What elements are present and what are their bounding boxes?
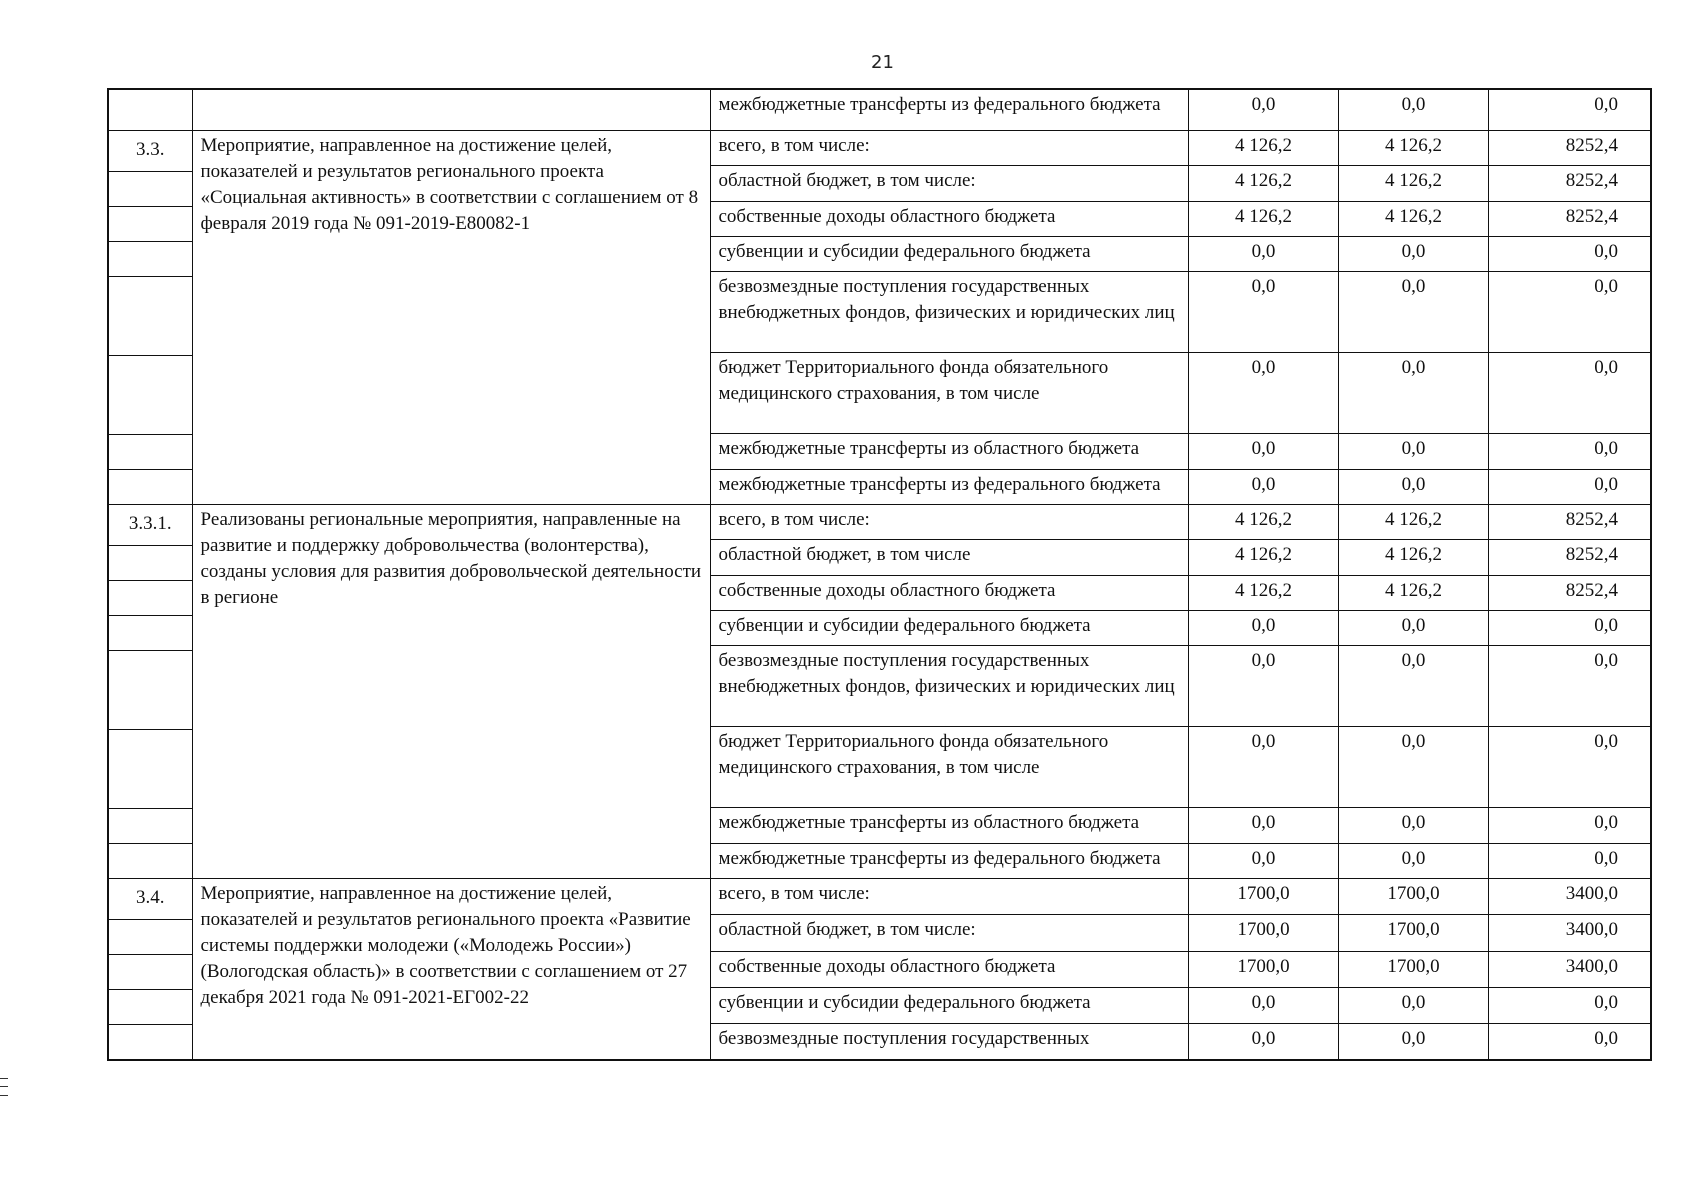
amount-3: 0,0 — [1488, 434, 1651, 469]
funding-source-label: безвозмездные поступления государственных внебюджетных фондов, физических и юридических лиц — [710, 272, 1188, 353]
row-description — [192, 89, 710, 131]
code-segment — [109, 844, 192, 878]
row-description: Мероприятие, направленное на достижение целей, показателей и результатов регионального проекта «Развитие системы поддержки молодежи («Молодежь России») (Вологодская область)» в соответствии с соглашением от 27 декабря 2021 года № 091-2021-ЕГ002-22 — [192, 879, 710, 1061]
funding-source-label: областной бюджет, в том числе: — [710, 915, 1188, 951]
amount-1: 0,0 — [1188, 1024, 1338, 1060]
funding-source-label: безвозмездные поступления государственных внебюджетных фондов, физических и юридических лиц — [710, 646, 1188, 727]
amount-3: 0,0 — [1488, 610, 1651, 645]
funding-source-label: субвенции и субсидии федерального бюджета — [710, 987, 1188, 1023]
funding-source-label: собственные доходы областного бюджета — [710, 201, 1188, 236]
row-code: 3.3.1. — [109, 505, 192, 546]
code-segment — [109, 616, 192, 651]
code-segment — [109, 955, 192, 990]
amount-2: 0,0 — [1338, 353, 1488, 434]
amount-3: 0,0 — [1488, 987, 1651, 1023]
row-code — [109, 90, 192, 130]
funding-source-label: межбюджетные трансферты из федерального бюджета — [710, 843, 1188, 878]
amount-3: 3400,0 — [1488, 915, 1651, 951]
amount-2: 4 126,2 — [1338, 505, 1488, 540]
amount-1: 0,0 — [1188, 353, 1338, 434]
amount-1: 1700,0 — [1188, 951, 1338, 987]
amount-1: 0,0 — [1188, 469, 1338, 504]
amount-3: 8252,4 — [1488, 131, 1651, 166]
code-segment — [109, 242, 192, 277]
code-segment — [109, 730, 192, 809]
budget-table — [107, 88, 1652, 1061]
amount-2: 4 126,2 — [1338, 166, 1488, 201]
funding-source-label: межбюджетные трансферты из областного бюджета — [710, 434, 1188, 469]
code-segment — [109, 546, 192, 581]
amount-1: 0,0 — [1188, 808, 1338, 843]
row-code-cell — [108, 131, 192, 505]
code-segment — [109, 172, 192, 207]
row-code: 3.3. — [109, 131, 192, 172]
amount-2: 0,0 — [1338, 272, 1488, 353]
amount-3: 8252,4 — [1488, 201, 1651, 236]
amount-1: 0,0 — [1188, 434, 1338, 469]
code-segment — [109, 651, 192, 730]
amount-3: 0,0 — [1488, 727, 1651, 808]
funding-source-label: областной бюджет, в том числе: — [710, 166, 1188, 201]
amount-1: 0,0 — [1188, 843, 1338, 878]
amount-2: 0,0 — [1338, 1024, 1488, 1060]
amount-1: 1700,0 — [1188, 915, 1338, 951]
amount-2: 0,0 — [1338, 434, 1488, 469]
table-row — [108, 505, 1651, 540]
amount-3: 0,0 — [1488, 808, 1651, 843]
code-segment — [109, 356, 192, 435]
code-segment — [109, 920, 192, 955]
page-number: 21 — [871, 52, 894, 73]
row-description: Мероприятие, направленное на достижение целей, показателей и результатов регионального проекта «Социальная активность» в соответствии с соглашением от 8 февраля 2019 года № 091-2019-Е80082-1 — [192, 131, 710, 505]
amount-2: 1700,0 — [1338, 915, 1488, 951]
amount-1: 4 126,2 — [1188, 166, 1338, 201]
amount-3: 0,0 — [1488, 236, 1651, 271]
amount-1: 4 126,2 — [1188, 201, 1338, 236]
amount-2: 0,0 — [1338, 469, 1488, 504]
row-code-cell — [108, 89, 192, 131]
amount-2: 1700,0 — [1338, 951, 1488, 987]
amount-2: 0,0 — [1338, 843, 1488, 878]
funding-source-label: собственные доходы областного бюджета — [710, 575, 1188, 610]
amount-2: 0,0 — [1338, 987, 1488, 1023]
amount-1: 0,0 — [1188, 236, 1338, 271]
table-row — [108, 131, 1651, 166]
amount-3: 0,0 — [1488, 469, 1651, 504]
amount-1: 1700,0 — [1188, 879, 1338, 915]
code-segment — [109, 277, 192, 356]
amount-3: 8252,4 — [1488, 505, 1651, 540]
amount-1: 4 126,2 — [1188, 575, 1338, 610]
amount-2: 4 126,2 — [1338, 201, 1488, 236]
row-code-cell — [108, 505, 192, 879]
table-row — [108, 879, 1651, 915]
funding-source-label: субвенции и субсидии федерального бюджета — [710, 236, 1188, 271]
amount-3: 0,0 — [1488, 272, 1651, 353]
amount-1: 4 126,2 — [1188, 131, 1338, 166]
code-segment — [109, 1025, 192, 1059]
row-description: Реализованы региональные мероприятия, направленные на развитие и поддержку добровольчества (волонтерства), созданы условия для развития добровольческой деятельности в регионе — [192, 505, 710, 879]
funding-source-label: субвенции и субсидии федерального бюджета — [710, 610, 1188, 645]
amount-3: 8252,4 — [1488, 575, 1651, 610]
funding-source-label: безвозмездные поступления государственных — [710, 1024, 1188, 1060]
amount-2: 1700,0 — [1338, 879, 1488, 915]
amount-1: 0,0 — [1188, 987, 1338, 1023]
funding-source-label: всего, в том числе: — [710, 879, 1188, 915]
amount-1: 0,0 — [1188, 610, 1338, 645]
amount-3: 0,0 — [1488, 353, 1651, 434]
code-segment — [109, 470, 192, 504]
amount-3: 8252,4 — [1488, 166, 1651, 201]
funding-source-label: межбюджетные трансферты из областного бюджета — [710, 808, 1188, 843]
amount-2: 4 126,2 — [1338, 131, 1488, 166]
amount-2: 0,0 — [1338, 610, 1488, 645]
amount-1: 4 126,2 — [1188, 540, 1338, 575]
amount-1: 0,0 — [1188, 646, 1338, 727]
amount-3: 3400,0 — [1488, 879, 1651, 915]
amount-3: 0,0 — [1488, 1024, 1651, 1060]
code-segment — [109, 581, 192, 616]
row-code: 3.4. — [109, 879, 192, 920]
amount-3: 0,0 — [1488, 89, 1651, 131]
table-row — [108, 89, 1651, 131]
amount-1: 0,0 — [1188, 727, 1338, 808]
amount-2: 4 126,2 — [1338, 575, 1488, 610]
row-code-cell — [108, 879, 192, 1061]
code-segment — [109, 809, 192, 844]
funding-source-label: всего, в том числе: — [710, 505, 1188, 540]
amount-1: 0,0 — [1188, 272, 1338, 353]
amount-2: 0,0 — [1338, 727, 1488, 808]
amount-2: 0,0 — [1338, 236, 1488, 271]
amount-1: 0,0 — [1188, 89, 1338, 131]
amount-2: 0,0 — [1338, 89, 1488, 131]
amount-2: 4 126,2 — [1338, 540, 1488, 575]
amount-3: 0,0 — [1488, 843, 1651, 878]
amount-1: 4 126,2 — [1188, 505, 1338, 540]
margin-mark — [0, 1078, 8, 1096]
code-segment — [109, 435, 192, 470]
funding-source-label: бюджет Территориального фонда обязательного медицинского страхования, в том числе — [710, 727, 1188, 808]
amount-3: 8252,4 — [1488, 540, 1651, 575]
funding-source-label: межбюджетные трансферты из федерального бюджета — [710, 89, 1188, 131]
amount-2: 0,0 — [1338, 808, 1488, 843]
code-segment — [109, 990, 192, 1025]
amount-3: 3400,0 — [1488, 951, 1651, 987]
funding-source-label: межбюджетные трансферты из федерального бюджета — [710, 469, 1188, 504]
funding-source-label: бюджет Территориального фонда обязательного медицинского страхования, в том числе — [710, 353, 1188, 434]
funding-source-label: областной бюджет, в том числе — [710, 540, 1188, 575]
code-segment — [109, 207, 192, 242]
amount-2: 0,0 — [1338, 646, 1488, 727]
amount-3: 0,0 — [1488, 646, 1651, 727]
funding-source-label: собственные доходы областного бюджета — [710, 951, 1188, 987]
funding-source-label: всего, в том числе: — [710, 131, 1188, 166]
